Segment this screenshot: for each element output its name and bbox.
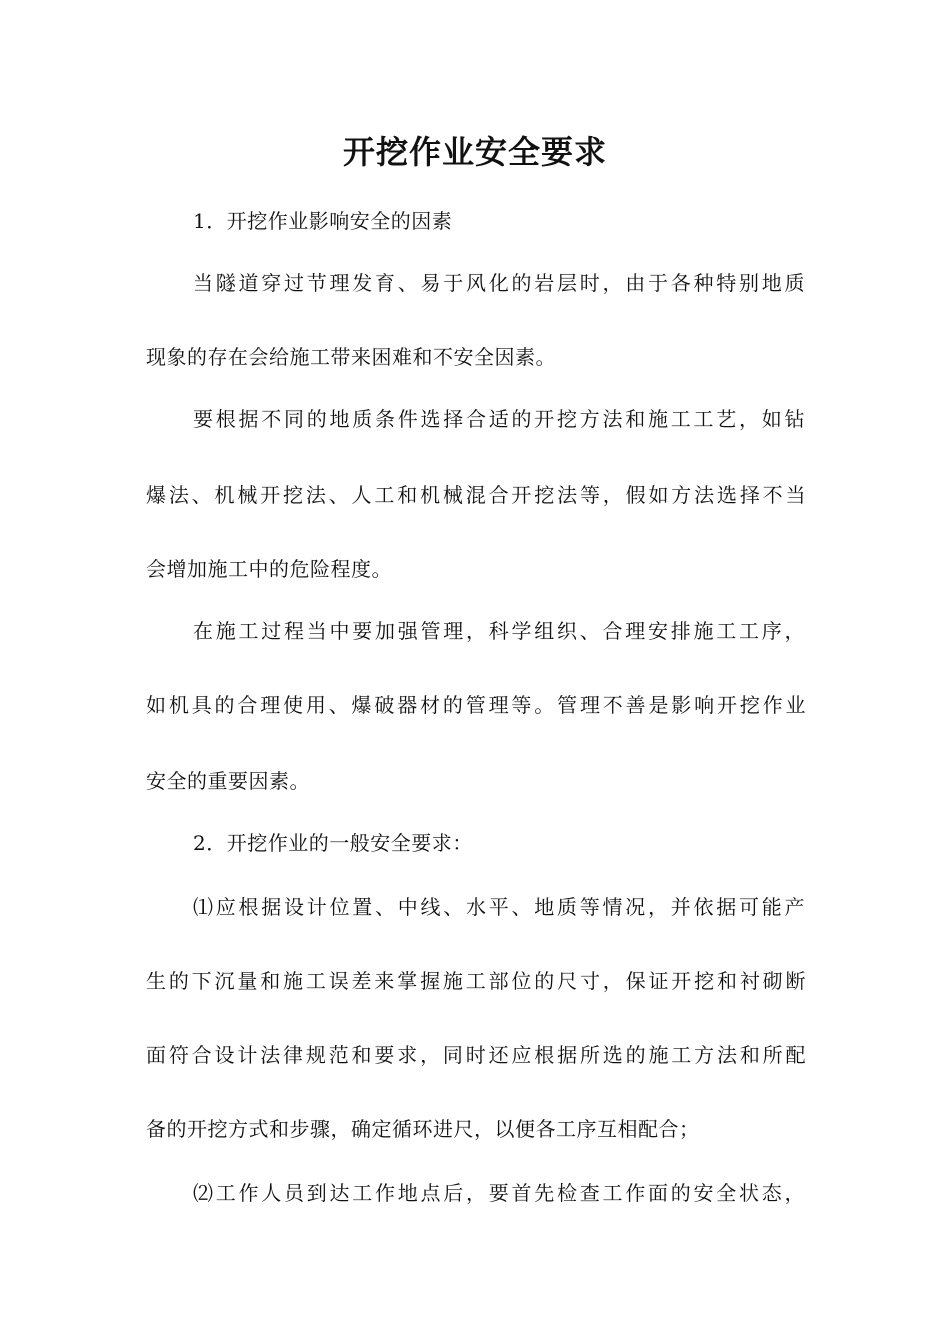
list-item-line: ⑴应根据设计位置、中线、水平、地质等情况，并依据可能产: [193, 895, 805, 919]
paragraph-line: 要根据不同的地质条件选择合适的开挖方法和施工工艺，如钻: [193, 407, 805, 431]
list-item-line: 面符合设计法律规范和要求，同时还应根据所选的施工方法和所配: [146, 1043, 806, 1067]
paragraph-line: 如机具的合理使用、爆破器材的管理等。管理不善是影响开挖作业: [146, 693, 806, 717]
list-item-line: ⑵工作人员到达工作地点后，要首先检查工作面的安全状态，: [193, 1181, 805, 1205]
paragraph-line: 爆法、机械开挖法、人工和机械混合开挖法等，假如方法选择不当: [146, 483, 806, 507]
list-item-line: 生的下沉量和施工误差来掌握施工部位的尺寸，保证开挖和衬砌断: [146, 969, 806, 993]
section-heading-2: 2．开挖作业的一般安全要求：: [193, 831, 473, 855]
paragraph-line: 当隧道穿过节理发育、易于风化的岩层时，由于各种特别地质: [193, 271, 805, 295]
section-heading-1: 1．开挖作业影响安全的因素: [193, 209, 453, 233]
paragraph-line: 安全的重要因素。: [146, 769, 310, 793]
paragraph-line: 在施工过程当中要加强管理，科学组织、合理安排施工工序，: [193, 619, 805, 643]
paragraph-line: 现象的存在会给施工带来困难和不安全因素。: [146, 345, 556, 369]
paragraph-line: 会增加施工中的危险程度。: [146, 557, 392, 581]
list-item-line: 备的开挖方式和步骤，确定循环进尺，以便各工序互相配合；: [146, 1117, 700, 1141]
document-title: 开挖作业安全要求: [342, 133, 607, 171]
